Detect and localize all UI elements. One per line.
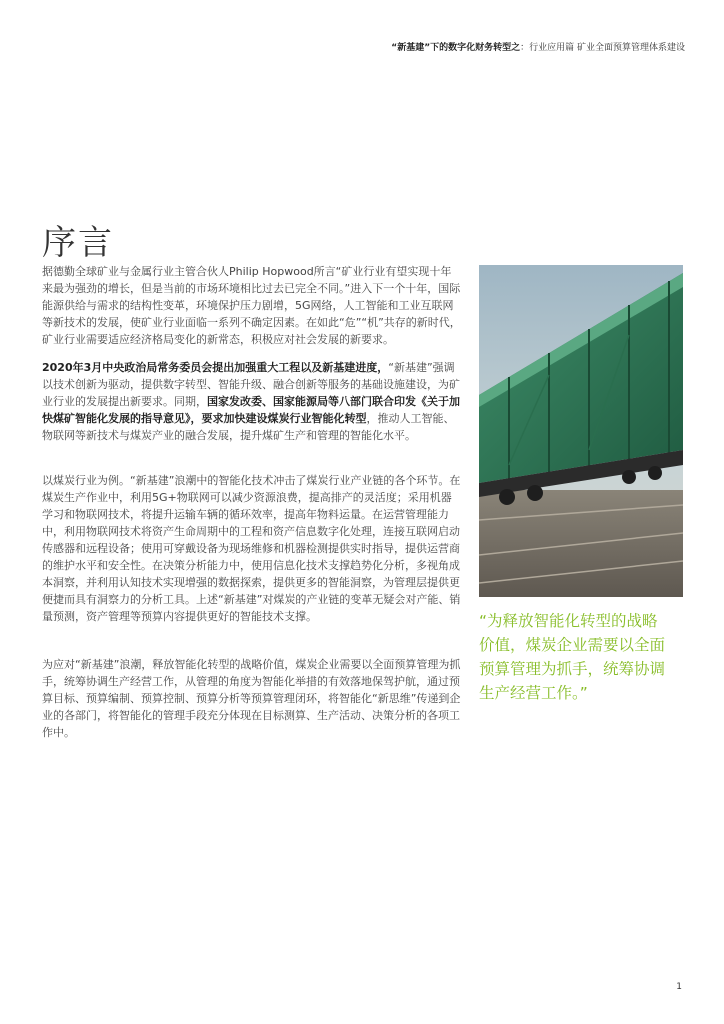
coal-railcar-photo bbox=[479, 265, 683, 597]
running-header bbox=[391, 40, 685, 53]
header-rest: ：行业应用篇 矿业全面预算管理体系建设 bbox=[520, 43, 685, 53]
page-number: 1 bbox=[676, 982, 682, 992]
header-bold: “新基建”下的数字化财务转型之 bbox=[391, 43, 521, 53]
page-title: 序言 bbox=[42, 222, 114, 263]
pull-quote bbox=[479, 609, 699, 705]
pull-quote-line-4: 生产经营工作。” bbox=[479, 684, 588, 702]
pull-quote-line-2: 价值，煤炭企业需要以全面 bbox=[479, 636, 666, 654]
intro-paragraph-3: 以煤炭行业为例。“新基建”浪潮中的智能化技术冲击了煤炭行业产业链的各个环节。在煤炭生产作业中，利用5G+物联网可以减少资源浪费，提高排产的灵活度；采用机器学习和物联网技术，将提升运输车辆的循环效率，提高年物料运量。在运营管理能力中，利用物联网技术将资产生命周期中的工程和资产信息数字化处理，连接互联网启动传感器和远程设备；使用可穿戴设备为现场维修和机器检测提供实时指导，提供运营商的维护水平和安全性。在决策分析能力中，使用信息化技术支撑趋势化分析，多视角成本洞察，并利用认知技术实现增强的数据探索，提供更多的智能洞察，为管理层提供更便捷而具有洞察力的分析工具。上述“新基建”对煤炭的产业链的变革无疑会对产能、销量预测，资产管理等预算内容提供更好的智能技术支撑。 bbox=[42, 474, 461, 623]
intro-paragraph-4: 为应对“新基建”浪潮，释放智能化转型的战略价值，煤炭企业需要以全面预算管理为抓手，统筹协调生产经营工作，从管理的角度为智能化举措的有效落地保驾护航，通过预算目标、预算编制、预算控制、预算分析等预算管理闭环，将智能化“新思维”传递到企业的各部门，将智能化的管理手段充分体现在目标测算、生产活动、决策分析的各项工作中。 bbox=[42, 658, 461, 739]
policy-bold-1: 2020年3月中央政治局常务委员会提出加强重大工程以及新基建进度， bbox=[42, 361, 389, 374]
intro-paragraph-2 bbox=[42, 359, 462, 444]
policy-text-1: “新基建”强调以技术创新为驱动，提供数字转型、智能升级、融合创新等服务的基础设施建设，为矿业行业的发展提出新要求。同期， bbox=[42, 361, 460, 408]
policy-bold-2: 国家发改委、国家能源局等八部门联合印发《关于加快煤矿智能化发展的指导意见》，要求加快建设煤炭行业智能化转型 bbox=[42, 395, 460, 425]
policy-text-2: ，推动人工智能、物联网等新技术与煤炭产业的融合发展，提升煤矿生产和管理的智能化水平。 bbox=[42, 412, 455, 442]
pull-quote-line-1: “为释放智能化转型的战略 bbox=[479, 612, 658, 630]
pull-quote-line-3: 预算管理为抓手，统筹协调 bbox=[479, 660, 666, 678]
intro-paragraph-1: 据德勤全球矿业与金属行业主管合伙人Philip Hopwood所言“矿业行业有望实现十年来最为强劲的增长，但是当前的市场环境相比过去已完全不同。”进入下一个十年，国际能源供给与需求的结构性变革，环境保护压力剧增，5G网络，人工智能和工业互联网等新技术的发展，使矿业行业面临一系列不确定因素。在如此“危”“机”共存的新时代，矿业行业需要适应经济格局变化的新常态，积极应对社会发展的新要求。 bbox=[42, 265, 461, 346]
